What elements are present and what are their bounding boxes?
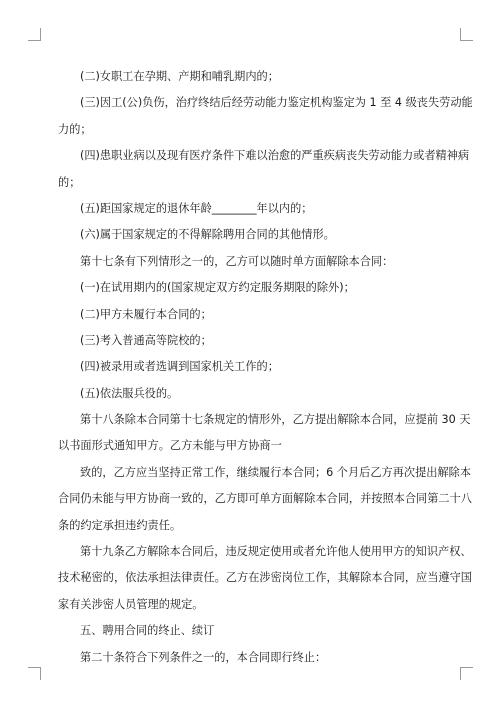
crop-mark-top-right [460, 28, 473, 41]
text-line: 第十九条乙方解除本合同后，违反规定使用或者允许他人使用甲方的知识产权、 [80, 545, 472, 559]
text-line: 条的约定承担违约责任。 [58, 518, 182, 532]
crop-mark-top-left [28, 28, 41, 41]
text-line: (四)被录用或者选调到国家机关工作的； [80, 360, 279, 374]
text-line: (一)在试用期内的(国家规定双方约定服务期限的除外)； [80, 281, 355, 295]
crop-mark-bottom-left [28, 667, 41, 680]
crop-mark-bottom-right [460, 667, 473, 680]
text-line: (五)距国家规定的退休年龄________年以内的； [80, 201, 313, 215]
text-line: 力的； [58, 122, 92, 136]
text-line: 的； [58, 175, 81, 189]
text-line: 第十八条除本合同第十七条规定的情形外，乙方提出解除本合同，应提前 30 天 [80, 413, 471, 427]
text-line: 合同仍未能与甲方协商一致的，乙方即可单方面解除本合同，并按照本合同第二十八 [58, 492, 472, 506]
text-line: 第二十条符合下列条件之一的，本合同即行终止： [80, 650, 327, 664]
text-line: (五)依法服兵役的。 [80, 386, 179, 400]
text-line: 致的，乙方应当坚持正常工作，继续履行本合同；6 个月后乙方再次提出解除本 [80, 465, 472, 479]
text-line: (三)考入普通高等院校的； [80, 333, 212, 347]
text-line: 第十七条有下列情形之一的，乙方可以随时单方面解除本合同： [80, 254, 394, 268]
document-body [58, 64, 473, 671]
text-line: (二)甲方未履行本合同的； [80, 307, 212, 321]
text-line: (六)属于国家规定的不得解除聘用合同的其他情形。 [80, 228, 335, 242]
text-line: 家有关涉密人员管理的规定。 [58, 597, 204, 611]
text-line: (三)因工(公)负伤，治疗终结后经劳动能力鉴定机构鉴定为 1 至 4 级丧失劳动能 [80, 96, 473, 110]
text-line: 技术秘密的，依法承担法律责任。乙方在涉密岗位工作，其解除本合同，应当遵守国 [58, 571, 472, 585]
section-heading: 五、聘用合同的终止、续订 [80, 624, 215, 638]
text-line: 以书面形式通知甲方。乙方未能与甲方协商一 [58, 439, 282, 453]
text-line: (二)女职工在孕期、产期和哺乳期内的； [80, 70, 279, 83]
text-line: (四)患职业病以及现有医疗条件下难以治愈的严重疾病丧失劳动能力或者精神病 [80, 149, 470, 163]
